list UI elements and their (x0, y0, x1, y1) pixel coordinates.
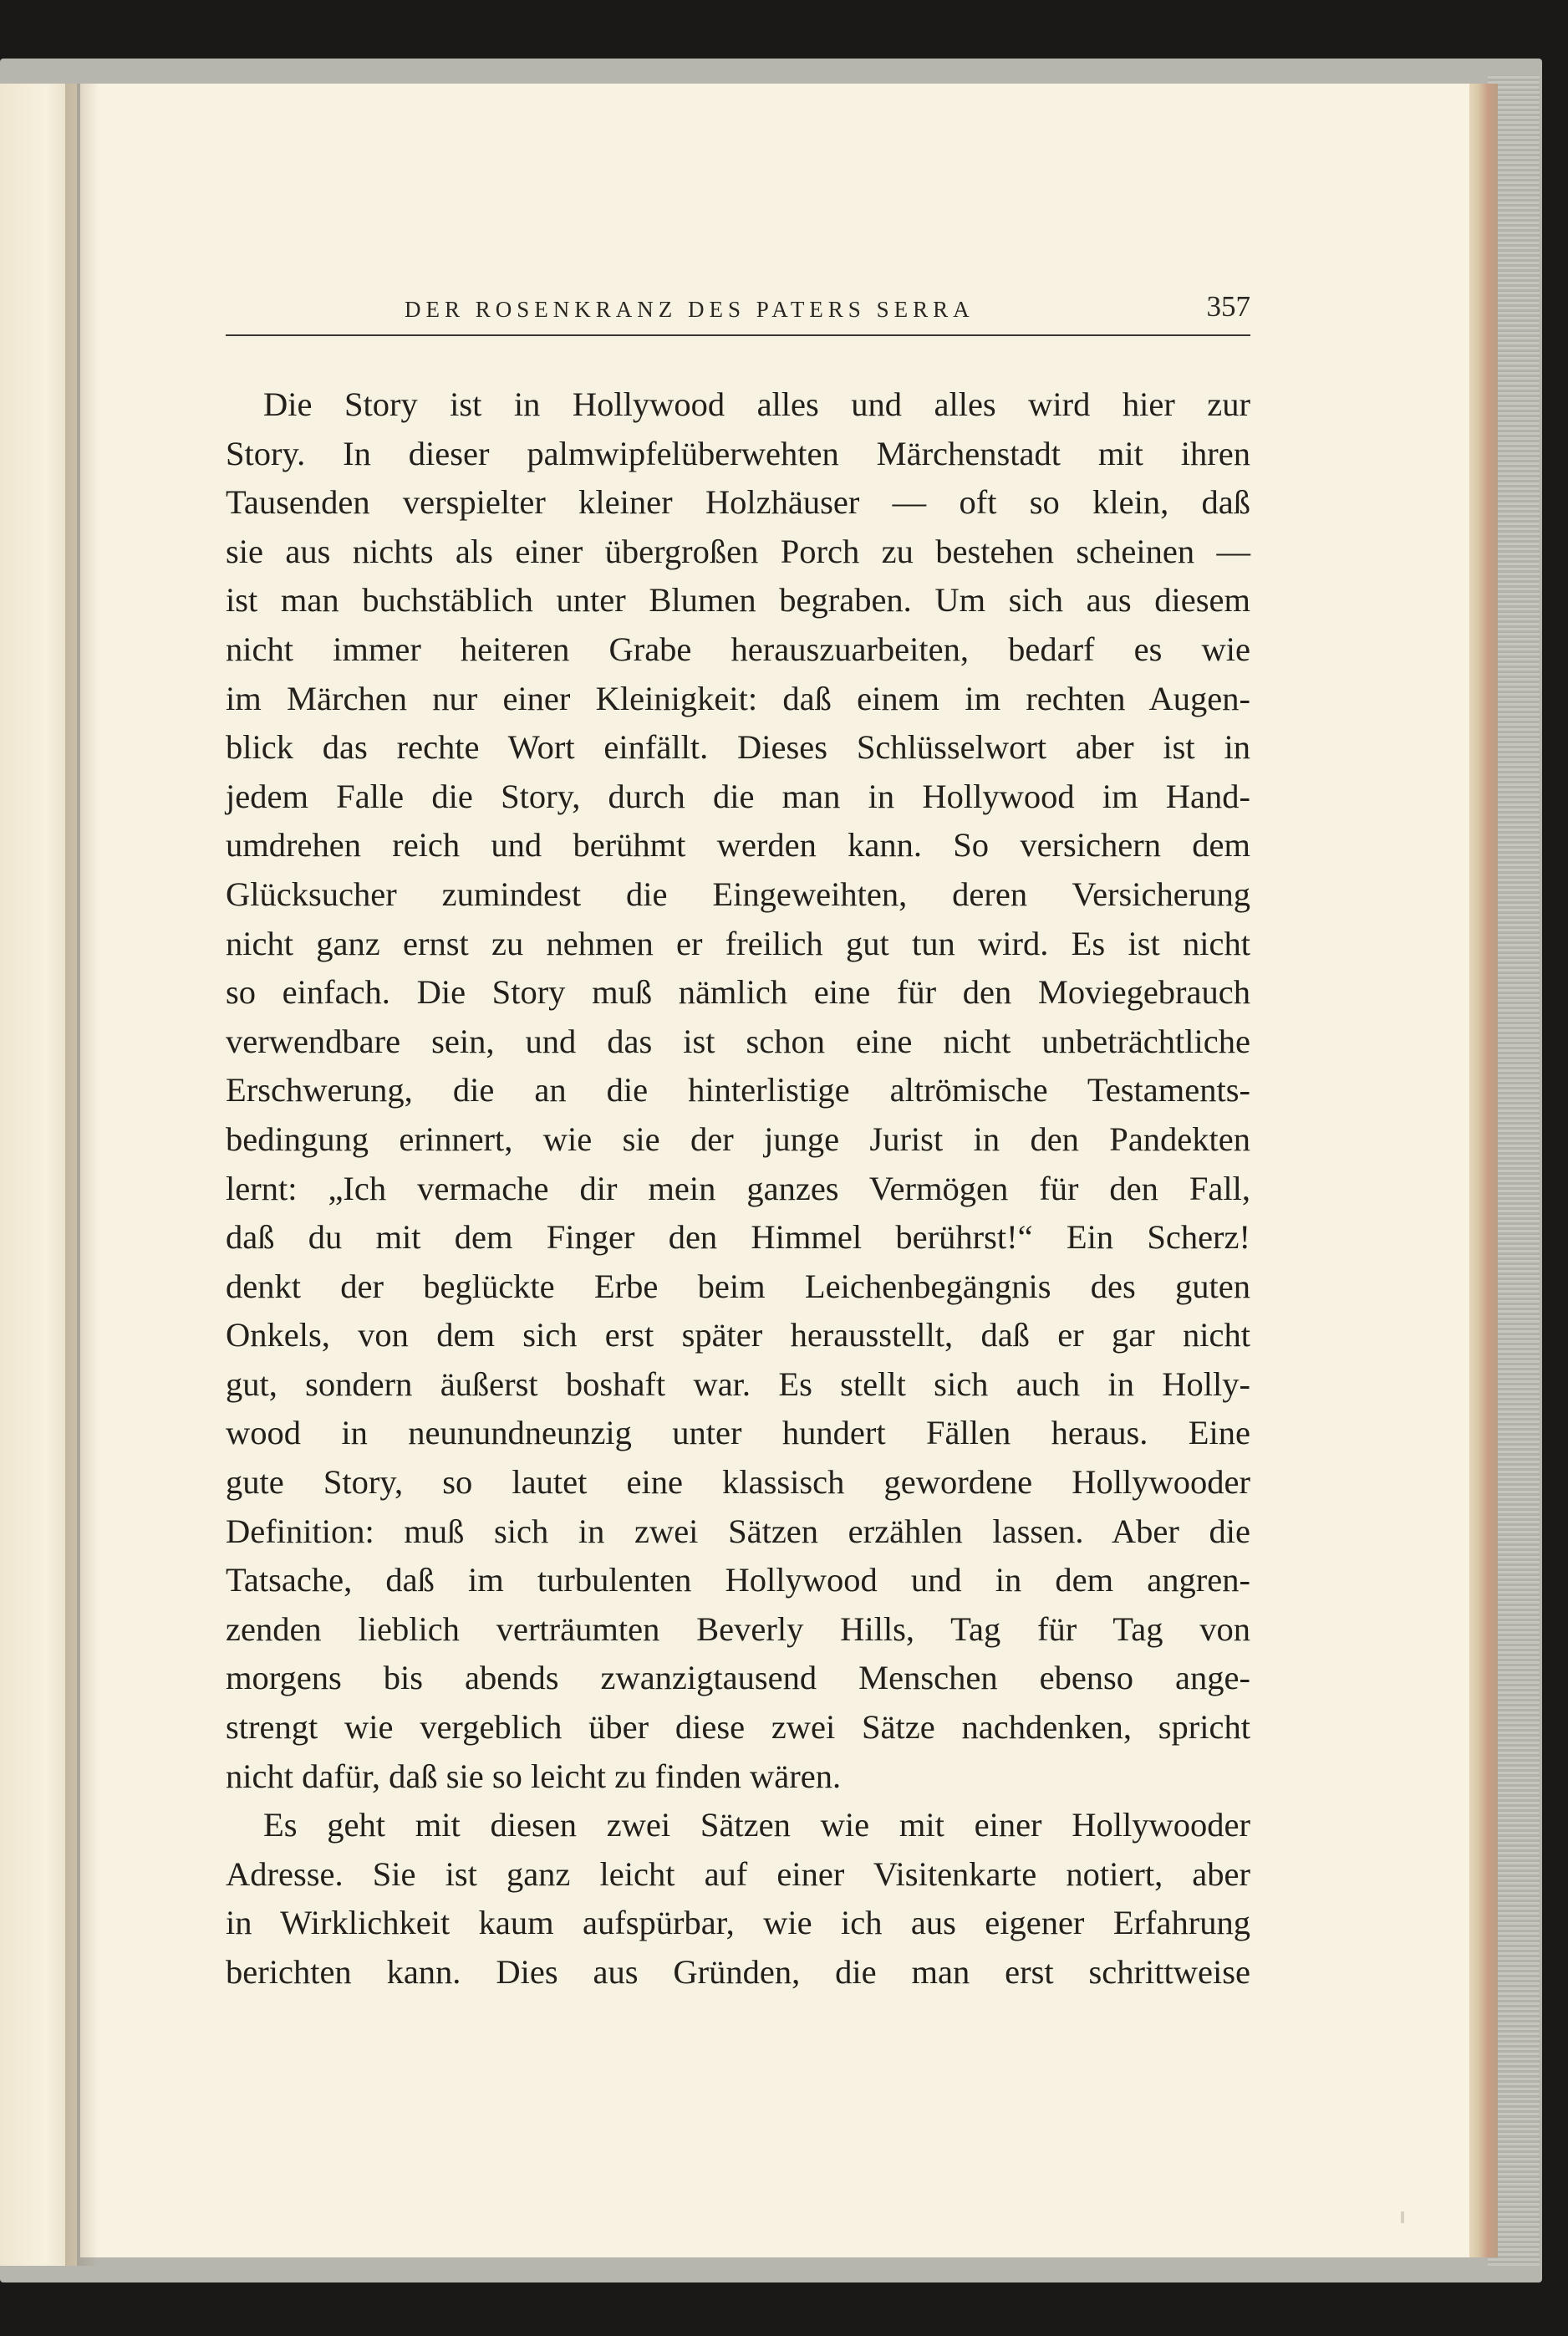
text-line: blick das rechte Wort einfällt. Dieses Schlüsselwort aber ist in (226, 728, 1250, 767)
text-line: nicht dafür, daß sie so leicht zu finden wären. (226, 1757, 842, 1795)
text-line: bedingung erinnert, wie sie der junge Jurist in den Pandekten (226, 1120, 1250, 1158)
text-line: berichten kann. Dies aus Gründen, die man erst schrittweise (226, 1953, 1250, 1991)
text-line: gut, sondern äußerst boshaft war. Es stellt sich auch in Holly- (226, 1364, 1250, 1403)
body-text (226, 380, 1250, 1997)
text-line: denkt der beglückte Erbe beim Leichenbegängnis des guten (226, 1267, 1250, 1305)
text-line: Onkels, von dem sich erst später herausstellt, daß er gar nicht (226, 1316, 1250, 1354)
text-line: daß du mit dem Finger den Himmel berührst!“ Ein Scherz! (226, 1218, 1250, 1257)
running-head: DER ROSENKRANZ DES PATERS SERRA (405, 297, 975, 322)
text-line: nicht ganz ernst zu nehmen er freilich gut tun wird. Es ist nicht (226, 924, 1250, 962)
text-line: ist man buchstäblich unter Blumen begraben. Um sich aus diesem (226, 581, 1250, 620)
text-line: wood in neunundneunzig unter hundert Fällen heraus. Eine (226, 1414, 1250, 1452)
text-line: Tatsache, daß im turbulenten Hollywood und in dem angren- (226, 1561, 1250, 1599)
page-header (226, 290, 1250, 340)
text-line: Es geht mit diesen zwei Sätzen wie mit einer Hollywooder (263, 1806, 1250, 1844)
text-line: gute Story, so lautet eine klassisch gewordene Hollywooder (226, 1463, 1250, 1502)
text-line: im Märchen nur einer Kleinigkeit: daß einem im rechten Augen- (226, 679, 1250, 717)
text-line: strengt wie vergeblich über diese zwei Sätze nachdenken, spricht (226, 1708, 1250, 1747)
text-line: verwendbare sein, und das ist schon eine nicht unbeträchtliche (226, 1022, 1250, 1060)
page-stack-edge (1464, 84, 1498, 2257)
text-line: Adresse. Sie ist ganz leicht auf einer Visitenkarte notiert, aber (226, 1854, 1250, 1893)
page-number: 357 (1206, 290, 1250, 323)
text-line: Glücksucher zumindest die Eingeweihten, deren Versicherung (226, 875, 1250, 913)
text-line: morgens bis abends zwanzigtausend Menschen ebenso ange- (226, 1659, 1250, 1697)
paragraph (226, 1801, 1250, 1997)
text-line: Definition: muß sich in zwei Sätzen erzählen lassen. Aber die (226, 1512, 1250, 1550)
text-line: sie aus nichts als einer übergroßen Porch zu bestehen scheinen — (226, 532, 1250, 570)
text-line: nicht immer heiteren Grabe herauszuarbeiten, bedarf es wie (226, 630, 1250, 668)
text-line: Erschwerung, die an die hinterlistige altrömische Testaments- (226, 1071, 1250, 1109)
header-rule (226, 334, 1250, 336)
text-line: jedem Falle die Story, durch die man in Hollywood im Hand- (226, 777, 1250, 815)
text-line: Story. In dieser palmwipfelüberwehten Märchenstadt mit ihren (226, 434, 1250, 472)
text-line: so einfach. Die Story muß nämlich eine für den Moviegebrauch (226, 973, 1250, 1012)
page-gutter-shadow (65, 84, 99, 2266)
text-line: zenden lieblich verträumten Beverly Hills, Tag für Tag von (226, 1609, 1250, 1648)
paragraph (226, 380, 1250, 1801)
text-line: Die Story ist in Hollywood alles und alles wird hier zur (263, 385, 1250, 423)
page-mark (1401, 2211, 1404, 2223)
text-line: Tausenden verspielter kleiner Holzhäuser — oft so klein, daß (226, 483, 1250, 522)
text-line: lernt: „Ich vermache dir mein ganzes Vermögen für den Fall, (226, 1169, 1250, 1207)
text-line: in Wirklichkeit kaum aufspürbar, wie ich aus eigener Erfahrung (226, 1904, 1250, 1942)
text-line: umdrehen reich und berühmt werden kann. So versichern dem (226, 826, 1250, 865)
